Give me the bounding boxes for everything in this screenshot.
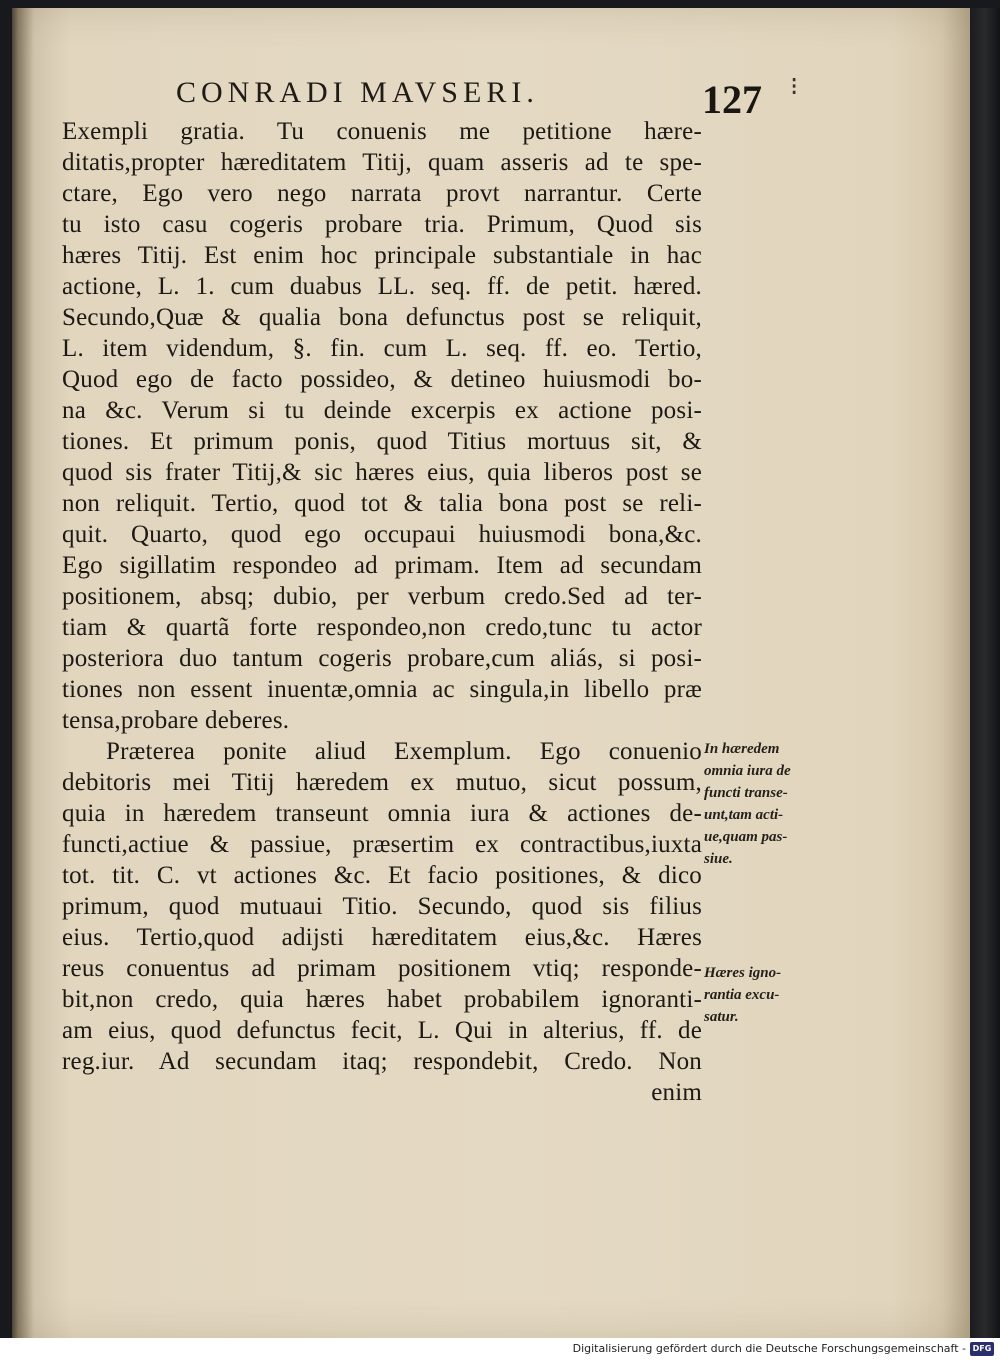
text-line: primum, quod mutuaui Titio. Secundo, quod sis filius xyxy=(62,893,702,920)
text-line: Exempli gratia. Tu conuenis me petitione hære- xyxy=(62,118,702,145)
catchword: enim xyxy=(651,1079,702,1106)
margin-note-line: functi transe- xyxy=(704,785,788,801)
page-number: 127 xyxy=(702,77,762,122)
text-line: ctare, Ego vero nego narrata provt narrantur. Certe xyxy=(62,180,702,207)
margin-note-line: unt,tam acti- xyxy=(704,807,784,823)
text-line: na &c. Verum si tu deinde excerpis ex actione posi- xyxy=(62,397,702,424)
dfg-logo: DFG xyxy=(970,1342,994,1356)
book-edge xyxy=(970,8,1000,1338)
text-line: tiones. Et primum ponis, quod Titius mortuus sit, & xyxy=(62,428,702,455)
text-line: quia in hæredem transeunt omnia iura & actiones de- xyxy=(62,800,702,827)
text-line: tot. tit. C. vt actiones &c. Et facio positiones, & dico xyxy=(62,862,702,889)
margin-note-line: In hæredem xyxy=(704,741,780,757)
margin-note xyxy=(704,962,781,1028)
text-line: debitoris mei Titij hæredem ex mutuo, sicut possum, xyxy=(62,769,702,796)
text-line: non reliquit. Tertio, quod tot & talia bona post se reli- xyxy=(62,490,702,517)
text-line: actione, L. 1. cum duabus LL. seq. ff. de petit. hæred. xyxy=(62,273,702,300)
text-line: hæres Titij. Est enim hoc principale substantiale in hac xyxy=(62,242,702,269)
footer-bar xyxy=(0,1338,1000,1361)
text-line: functi,actiue & passiue, præsertim ex contractibus,iuxta xyxy=(62,831,702,858)
margin-note-line: omnia iura de xyxy=(704,763,791,779)
text-line: Præterea ponite aliud Exemplum. Ego conuenio xyxy=(106,738,702,765)
text-line: posteriora duo tantum cogeris probare,cum aliás, si posi- xyxy=(62,645,702,672)
text-line: tiam & quartã forte respondeo,non credo,tunc tu actor xyxy=(62,614,702,641)
text-line: quod sis frater Titij,& sic hæres eius, quia liberos post se xyxy=(62,459,702,486)
text-line: L. item videndum, §. fin. cum L. seq. ff. eo. Tertio, xyxy=(62,335,702,362)
margin-note-line: siue. xyxy=(704,851,733,867)
text-line: ditatis,propter hæreditatem Titij, quam asseris ad te spe- xyxy=(62,149,702,176)
text-line: tiones non essent inuentæ,omnia ac singula,in libello præ xyxy=(62,676,702,703)
body-text xyxy=(62,116,702,1108)
text-line: Quod ego de facto possideo, & detineo huiusmodi bo- xyxy=(62,366,702,393)
margin-note-line: rantia excu- xyxy=(704,987,780,1003)
page-mark: ⁝ xyxy=(790,72,799,101)
text-line: reg.iur. Ad secundam itaq; respondebit, Credo. Non xyxy=(62,1048,702,1075)
text-line: tensa,probare deberes. xyxy=(62,707,290,734)
text-line: reus conuentus ad primam positionem vtiq; responde- xyxy=(62,955,702,982)
text-line: quit. Quarto, quod ego occupaui huiusmodi bona,&c. xyxy=(62,521,702,548)
margin-note xyxy=(704,738,791,870)
text-line: Secundo,Quæ & qualia bona defunctus post se reliquit, xyxy=(62,304,702,331)
text-line: tu isto casu cogeris probare tria. Primum, Quod sis xyxy=(62,211,702,238)
text-line: eius. Tertio,quod adijsti hæreditatem eius,&c. Hæres xyxy=(62,924,702,951)
text-line: positionem, absq; dubio, per verbum credo.Sed ad ter- xyxy=(62,583,702,610)
margin-note-line: Hæres igno- xyxy=(704,965,782,981)
text-line: Ego sigillatim respondeo ad primam. Item ad secundam xyxy=(62,552,702,579)
funding-credit: Digitalisierung gefördert durch die Deutsche Forschungsgemeinschaft - xyxy=(572,1342,966,1355)
margin-note-line: ue,quam pas- xyxy=(704,829,788,845)
margin-note-line: satur. xyxy=(704,1009,739,1025)
text-line: am eius, quod defunctus fecit, L. Qui in alterius, ff. de xyxy=(62,1017,702,1044)
running-head: CONRADI MAVSERI. xyxy=(176,76,539,109)
text-line: bit,non credo, quia hæres habet probabilem ignoranti- xyxy=(62,986,702,1013)
